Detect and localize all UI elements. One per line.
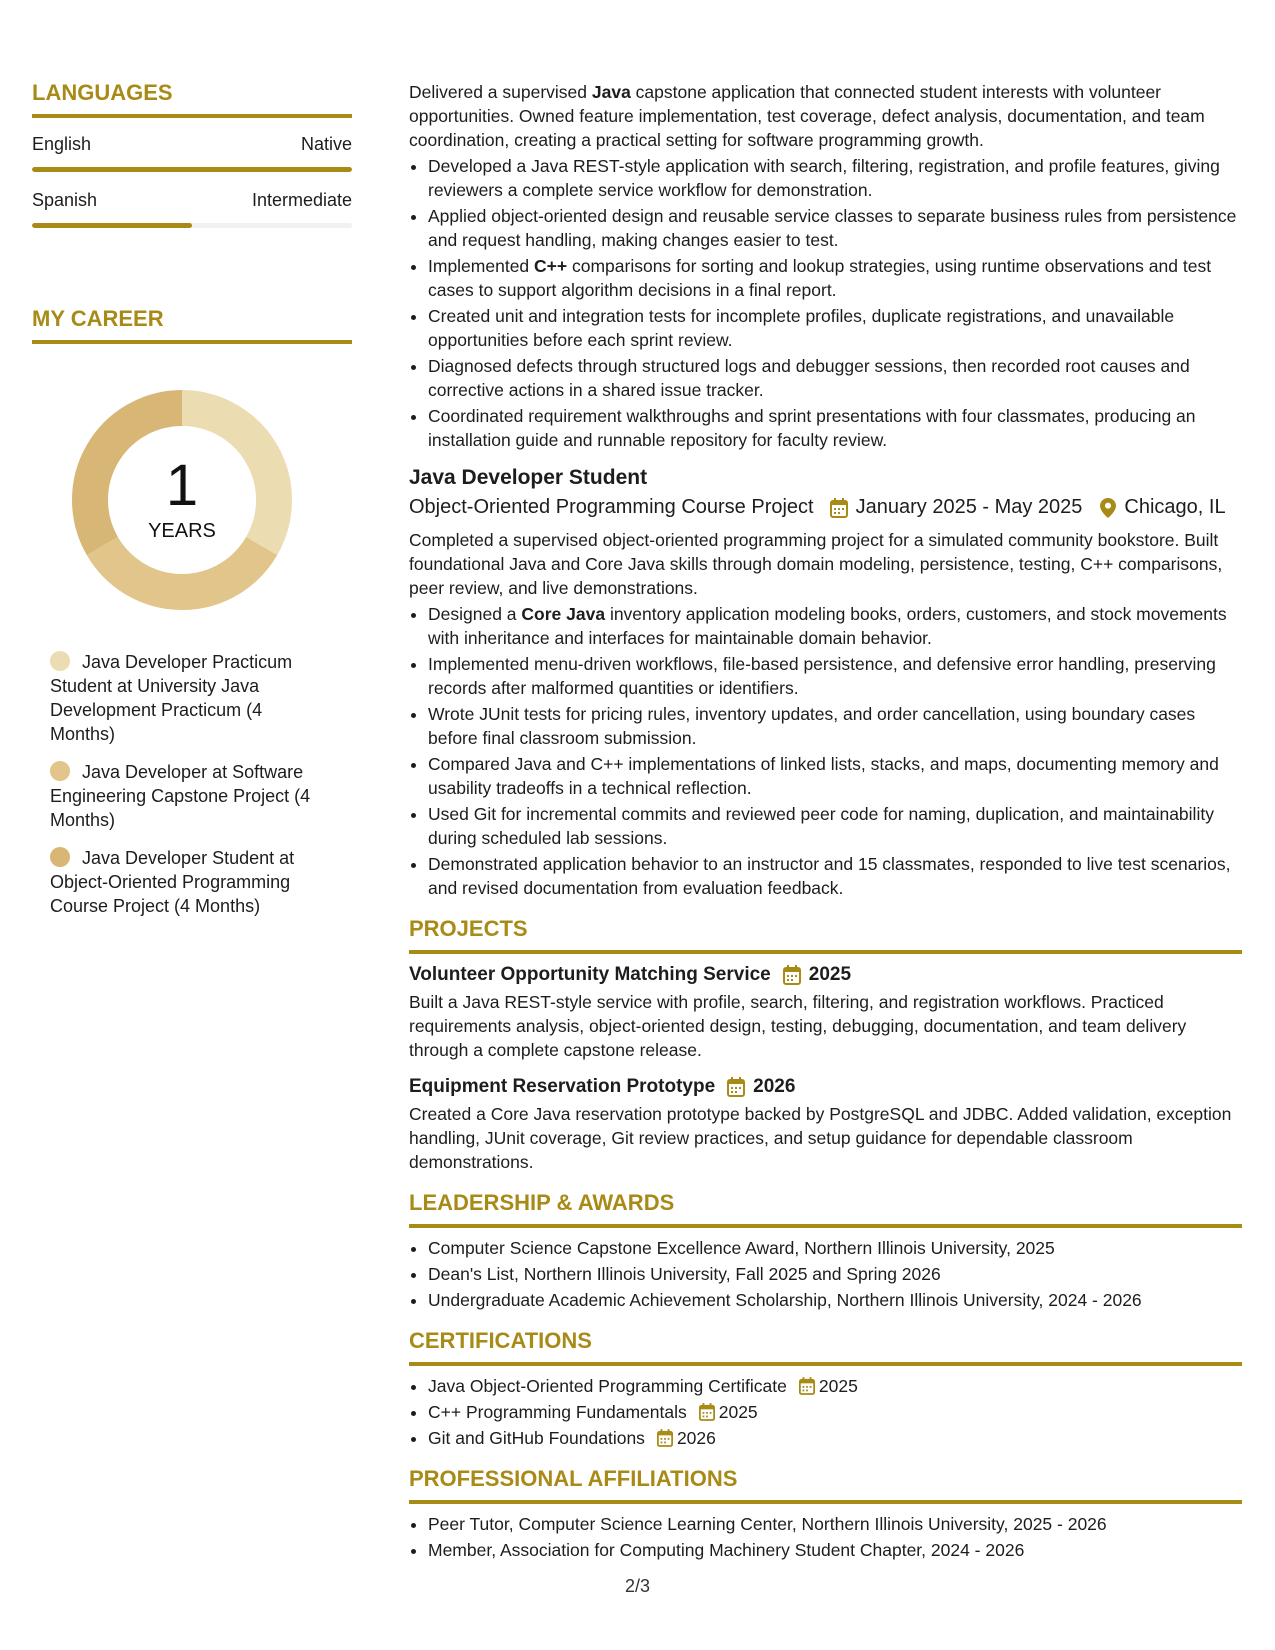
career-legend-item (50, 650, 330, 746)
job-meta (409, 496, 1242, 519)
career-legend (50, 650, 330, 918)
affiliation-item: • Member, Association for Computing Machinery Student Chapter, 2024 - 2026 (428, 1538, 1242, 1562)
job-bullet: • Applied object-oriented design and reusable service classes to separate business rules from persistence and request handling, making changes easier to test. (428, 204, 1242, 252)
language-name: English (32, 134, 92, 154)
project-item (409, 964, 1242, 1062)
job-title: Java Developer Student (409, 466, 648, 489)
certification-item (428, 1426, 1242, 1450)
language-item (32, 190, 352, 228)
legend-dot (50, 847, 70, 867)
map-pin-icon (1100, 498, 1116, 518)
job-company: Object-Oriented Programming Course Project (409, 496, 814, 518)
legend-dot (50, 761, 70, 781)
certification-year: 2025 (818, 1376, 858, 1396)
job-bullet: • Developed a Java REST-style application with search, filtering, registration, and profile features, giving reviewers a complete service workflow for demonstration. (428, 154, 1242, 202)
certifications-list (409, 1374, 1242, 1450)
job-bullet: • Coordinated requirement walkthroughs and sprint presentations with four classmates, producing an installation guide and runnable repository for faculty review. (428, 404, 1242, 452)
calendar-icon (783, 965, 801, 985)
job-bullet: • Used Git for incremental commits and reviewed peer code for naming, duplication, and maintainability during scheduled lab sessions. (428, 802, 1242, 850)
career-total-value: 1 (165, 453, 199, 518)
certification-item (428, 1400, 1242, 1424)
job-bullet: • Designed a Core Java inventory application modeling books, orders, customers, and stock movements with inheritance and interfaces for maintainable domain behavior. (428, 602, 1242, 650)
job-dates: January 2025 - May 2025 (855, 496, 1083, 518)
text-run-bold: Java (591, 82, 631, 102)
certification-name: • C++ Programming Fundamentals (428, 1402, 687, 1422)
language-level-bar (32, 167, 352, 172)
job-description (409, 80, 1242, 152)
career-legend-item (50, 760, 330, 832)
career-legend-item (50, 846, 330, 918)
language-name: Spanish (32, 190, 98, 210)
languages-heading: LANGUAGES (32, 80, 352, 118)
job-description: Completed a supervised object-oriented programming project for a simulated community bookstore. Built foundational Java and Core Java skills through domain modeling, persistence, testing, C++ comparisons, peer review, and live demonstrations. (409, 530, 1223, 598)
leadership-item: • Computer Science Capstone Excellence Award, Northern Illinois University, 2025 (428, 1236, 1242, 1260)
leadership-list (409, 1236, 1242, 1312)
main-content (409, 80, 1242, 1564)
project-description: Built a Java REST-style service with profile, search, filtering, and registration workflows. Practiced requirements analysis, object-oriented design, testing, debugging, documentation, and team delivery through a complete capstone release. (409, 992, 1187, 1060)
donut-segment-2 (102, 546, 261, 592)
leadership-heading: LEADERSHIP & AWARDS (409, 1190, 1242, 1228)
calendar-icon (657, 1429, 673, 1447)
project-year: 2025 (808, 964, 852, 985)
text-run: capstone application that connected student interests with volunteer opportunities. Owned feature implementation, test coverage, defect analysis, documentation, and team coordination, creating a practical setting for software programming growth. (409, 82, 1205, 150)
job-bullet: • Created unit and integration tests for incomplete profiles, duplicate registrations, and unavailable opportunities before each sprint review. (428, 304, 1242, 352)
page-number: 2/3 (624, 1576, 651, 1596)
job-bullet-list (409, 602, 1242, 900)
career-legend-label: Java Developer Practicum Student at University Java Development Practicum (4 Months) (50, 652, 293, 744)
career-donut-chart (66, 384, 298, 616)
affiliations-heading: PROFESSIONAL AFFILIATIONS (409, 1466, 1242, 1504)
calendar-icon (699, 1403, 715, 1421)
language-level-fill (32, 167, 352, 172)
leadership-item: • Dean's List, Northern Illinois University, Fall 2025 and Spring 2026 (428, 1262, 1242, 1286)
certification-year: 2026 (676, 1428, 716, 1448)
certification-name: • Git and GitHub Foundations (428, 1428, 645, 1448)
language-level: Intermediate (251, 190, 352, 210)
leadership-item: • Undergraduate Academic Achievement Scholarship, Northern Illinois University, 2024 - 2026 (428, 1288, 1242, 1312)
career-total-unit: YEARS (148, 520, 216, 542)
projects-heading: PROJECTS (409, 916, 1242, 954)
job-location: Chicago, IL (1124, 496, 1226, 518)
career-heading: MY CAREER (32, 306, 352, 344)
career-section (32, 306, 352, 918)
project-description: Created a Core Java reservation prototype backed by PostgreSQL and JDBC. Added validation, exception handling, JUnit coverage, Git review practices, and setup guidance for dependable classroom demonstrations. (409, 1104, 1232, 1172)
legend-dot (50, 651, 70, 671)
affiliation-item: • Peer Tutor, Computer Science Learning Center, Northern Illinois University, 2025 - 2026 (428, 1512, 1242, 1536)
career-legend-label: Java Developer Student at Object-Oriented Programming Course Project (4 Months) (50, 848, 295, 916)
career-legend-label: Java Developer at Software Engineering Capstone Project (4 Months) (50, 762, 311, 830)
calendar-icon (727, 1077, 745, 1097)
language-level-fill (32, 223, 192, 228)
calendar-icon (830, 498, 848, 518)
job-bullet: • Compared Java and C++ implementations of linked lists, stacks, and maps, documenting memory and usability tradeoffs in a technical reflection. (428, 752, 1242, 800)
language-level-bar (32, 223, 352, 228)
certifications-heading: CERTIFICATIONS (409, 1328, 1242, 1366)
project-name: Equipment Reservation Prototype (409, 1076, 716, 1097)
job-bullet: • Demonstrated application behavior to an instructor and 15 classmates, responded to live test scenarios, and revised documentation from evaluation feedback. (428, 852, 1242, 900)
sidebar (32, 80, 352, 932)
certification-item (428, 1374, 1242, 1398)
calendar-icon (799, 1377, 815, 1395)
text-run: Delivered a supervised (409, 82, 592, 102)
affiliations-list (409, 1512, 1242, 1562)
project-name: Volunteer Opportunity Matching Service (409, 964, 771, 985)
job-bullet: • Wrote JUnit tests for pricing rules, inventory updates, and order cancellation, using boundary cases before final classroom submission. (428, 702, 1242, 750)
project-item (409, 1076, 1242, 1174)
language-item (32, 134, 352, 172)
language-level: Native (300, 134, 352, 154)
certification-year: 2025 (718, 1402, 758, 1422)
job-bullet: • Diagnosed defects through structured logs and debugger sessions, then recorded root causes and corrective actions in a shared issue tracker. (428, 354, 1242, 402)
certification-name: • Java Object-Oriented Programming Certificate (428, 1376, 787, 1396)
job-bullet: • Implemented menu-driven workflows, file-based persistence, and defensive error handling, preserving records after malformed quantities or identifiers. (428, 652, 1242, 700)
project-year: 2026 (753, 1076, 796, 1097)
job-bullet-list (409, 154, 1242, 452)
job-bullet: • Implemented C++ comparisons for sorting and lookup strategies, using runtime observations and test cases to support algorithm decisions in a final report. (428, 254, 1242, 302)
